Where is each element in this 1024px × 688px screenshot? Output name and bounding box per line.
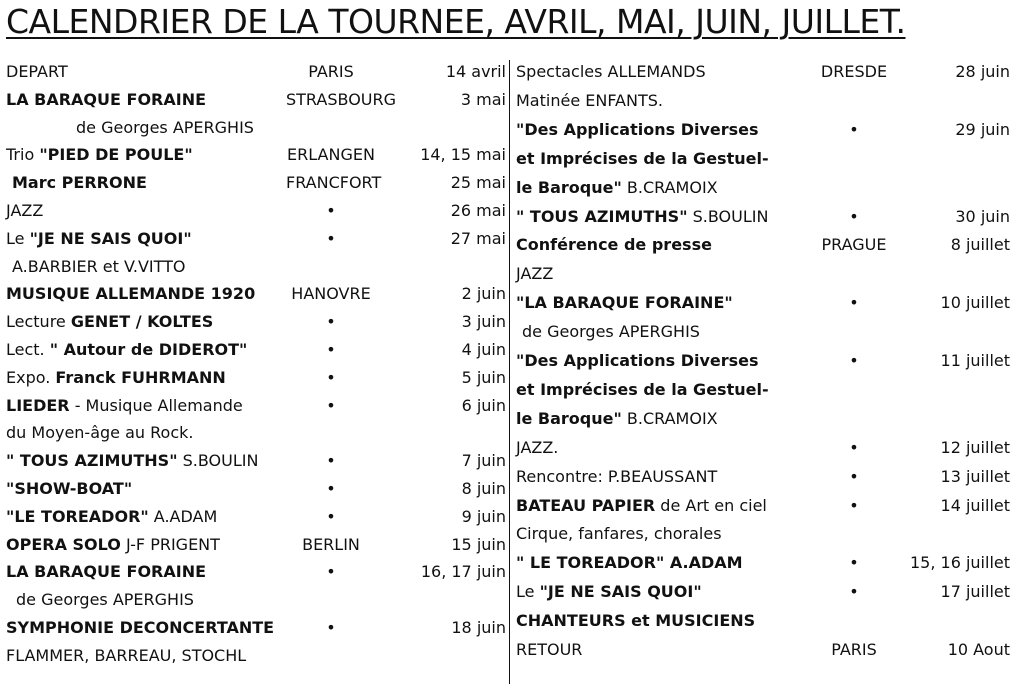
schedule-row [6,60,506,84]
event-date: 30 juin [955,206,1010,226]
event-text: Lect. [6,340,50,359]
event-text: DEPART [6,62,68,81]
schedule-row [6,588,506,612]
event-text: Cirque, fanfares, chorales [516,524,722,544]
event-text: Rencontre: P.BEAUSSANT [516,466,718,486]
schedule-row [6,421,506,445]
ditto-mark: • [849,437,859,457]
event-name [516,638,582,662]
event-name [516,378,769,402]
event-date: 26 mai [450,201,506,220]
event-text: BATEAU PAPIER [516,495,656,515]
ditto-mark: • [326,451,336,471]
event-name [516,89,663,113]
event-text: J-F PRIGENT [120,534,220,554]
event-text: du Moyen-âge au Rock. [6,423,194,443]
ditto-mark: • [849,206,859,226]
event-text: Le [6,228,30,248]
event-name [516,233,712,257]
event-text: "PIED DE POULE" [39,145,193,165]
event-date: 14 juillet [940,495,1010,515]
ditto-mark: • [326,201,336,220]
event-date: 3 mai [460,89,506,109]
ditto-mark: • [326,506,336,526]
event-date: 6 juin [461,395,506,415]
event-date: 25 mai [450,173,506,193]
event-text: Le [516,582,540,602]
event-name [516,551,743,575]
event-text: le Baroque" [516,177,622,197]
event-text: Trio [6,145,40,165]
event-name [516,580,702,604]
event-date: 11 juillet [940,351,1010,370]
event-text: Marc PERRONE [12,173,147,193]
event-name [6,338,247,362]
schedule-row [6,505,506,529]
event-text: RETOUR [516,640,583,659]
event-name [6,60,68,84]
event-name [6,505,217,529]
event-text: " TOUS AZIMUTHS" [6,451,178,471]
event-date: 10 Aout [947,640,1010,659]
schedule-row [6,477,506,501]
ditto-mark: • [326,340,336,359]
schedule-row [516,176,1016,200]
event-date: 12 juillet [940,437,1010,457]
event-date: 27 mai [450,228,506,248]
schedule-row [6,449,506,473]
ditto-mark: • [849,582,859,602]
event-date: 29 juin [955,119,1010,139]
event-city: FRANCFORT [286,173,382,193]
event-name [516,60,706,84]
event-date: 16, 17 juin [420,562,506,582]
event-text: JAZZ [516,264,554,284]
event-text: Spectacles ALLEMANDS [516,62,706,81]
schedule-row [6,560,506,584]
event-text: de Georges APERGHIS [76,117,254,137]
event-text: SYMPHONIE DECONCERTANTE [6,618,275,637]
ditto-mark: • [849,553,859,573]
event-city: PRAGUE [821,235,887,255]
event-text: de Georges APERGHIS [16,590,194,610]
event-date: 2 juin [461,284,506,304]
event-name [516,494,767,518]
schedule-row [6,199,506,223]
event-text: "LA BARAQUE FORAINE" [516,293,733,313]
schedule-row [6,88,506,112]
schedule-row [516,551,1016,575]
event-text: Expo. [6,367,56,387]
schedule-row [6,282,506,306]
schedule-row [516,522,1016,546]
schedule-row [6,116,506,140]
ditto-mark: • [849,351,859,370]
event-text: Franck FUHRMANN [55,367,226,387]
event-date: 8 juin [461,479,506,498]
schedule-row [6,171,506,195]
event-text: " Autour de DIDEROT" [49,340,248,359]
ditto-mark: • [849,293,859,313]
event-name [516,465,717,489]
schedule-row [516,609,1016,633]
event-text: - Musique Allemande [69,395,243,415]
event-text: " TOUS AZIMUTHS" [516,206,688,226]
schedule-row [516,349,1016,373]
event-city: STRASBOURG [286,89,397,109]
schedule-row [6,616,506,640]
event-date: 28 juin [955,62,1010,81]
event-text: le Baroque" [516,408,622,428]
event-city: PARIS [831,640,877,659]
event-text: de Art en ciel [655,495,767,515]
schedule-row [516,291,1016,315]
event-name [516,407,718,431]
ditto-mark: • [849,495,859,515]
event-text: A.BARBIER et V.VITTO [12,256,186,276]
event-name [6,449,258,473]
schedule-row [516,494,1016,518]
event-name [16,588,194,612]
event-text: Matinée ENFANTS. [516,90,663,110]
page-title: CALENDRIER DE LA TOURNEE, AVRIL, MAI, JUIN, JUILLET. [6,2,906,41]
event-name [6,227,192,251]
event-text: "JE NE SAIS QUOI" [539,582,702,602]
event-name [6,533,220,557]
event-name [516,205,768,229]
event-text: Conférence de presse [516,235,712,255]
schedule-row [516,436,1016,460]
schedule-row [6,338,506,362]
ditto-mark: • [326,618,336,637]
event-city: HANOVRE [291,284,371,304]
event-name [516,291,733,315]
schedule-row [516,262,1016,286]
event-city: ERLANGEN [287,145,375,165]
event-date: 15, 16 juillet [909,553,1010,573]
ditto-mark: • [326,562,336,582]
schedule-row [6,143,506,167]
event-date: 8 juillet [950,235,1010,255]
schedule-row [516,147,1016,171]
event-date: 17 juillet [940,582,1010,602]
event-date: 5 juin [461,367,506,387]
event-text: B.CRAMOIX [621,408,718,428]
event-text: "Des Applications Diverses [516,351,759,370]
event-name [6,366,226,390]
event-date: 15 juin [451,534,506,554]
event-name [516,176,718,200]
event-text: S.BOULIN [687,206,769,226]
event-text: CHANTEURS et MUSICIENS [516,611,756,631]
event-date: 3 juin [461,312,506,332]
schedule-row [6,366,506,390]
event-date: 10 juillet [940,293,1010,313]
event-city: PARIS [308,62,354,81]
event-text: B.CRAMOIX [621,177,718,197]
event-name [6,199,43,223]
event-name [6,644,246,668]
event-date: 14 avril [445,62,506,81]
event-text: "SHOW-BOAT" [6,479,133,498]
event-date: 7 juin [461,451,506,471]
event-name [12,171,147,195]
event-name [6,88,206,112]
event-name [6,394,243,418]
event-city: DRESDE [820,62,888,81]
schedule-row [6,533,506,557]
ditto-mark: • [326,228,336,248]
event-text: de Georges APERGHIS [522,322,700,342]
schedule-row [516,465,1016,489]
event-date: 13 juillet [940,466,1010,486]
event-text: FLAMMER, BARREAU, STOCHL [6,645,247,665]
schedule-row [516,638,1016,662]
event-name [516,118,759,142]
event-name [6,143,193,167]
event-name [516,262,553,286]
event-name [6,282,255,306]
event-text: A.ADAM [148,506,218,526]
event-name [6,560,206,584]
event-text: JAZZ. [516,437,559,457]
event-date: 14, 15 mai [420,145,506,165]
event-text: MUSIQUE ALLEMANDE 1920 [6,284,256,304]
column-divider [509,60,510,684]
event-name [516,349,759,373]
ditto-mark: • [326,367,336,387]
event-name [516,436,558,460]
event-text: GENET / KOLTES [70,312,214,332]
schedule-row [6,255,506,279]
event-text: " LE TOREADOR" A.ADAM [516,553,743,573]
event-text: Lecture [6,312,71,332]
event-text: "JE NE SAIS QUOI" [29,228,192,248]
event-name [12,255,186,279]
event-name [6,310,213,334]
event-text: LA BARAQUE FORAINE [6,89,207,109]
event-text: LIEDER [6,395,70,415]
event-name [516,522,722,546]
schedule-row [6,310,506,334]
ditto-mark: • [849,119,859,139]
schedule-row [516,320,1016,344]
schedule-row [516,89,1016,113]
event-text: et Imprécises de la Gestuel- [516,379,769,399]
schedule-row [516,407,1016,431]
schedule-row [516,60,1016,84]
event-name [6,616,274,640]
schedule-row [6,644,506,668]
event-name [522,320,700,344]
schedule-row [6,227,506,251]
event-name [76,116,254,140]
schedule-row [516,205,1016,229]
event-text: "Des Applications Diverses [516,119,759,139]
event-text: LA BARAQUE FORAINE [6,562,207,582]
event-date: 18 juin [451,618,506,637]
event-text: S.BOULIN [177,451,259,471]
ditto-mark: • [326,312,336,332]
schedule-row [516,118,1016,142]
event-name [516,147,769,171]
schedule-row [516,378,1016,402]
schedule-row [516,580,1016,604]
ditto-mark: • [849,466,859,486]
schedule-row [516,233,1016,257]
event-text: JAZZ [6,201,44,220]
event-date: 4 juin [461,340,506,359]
event-date: 9 juin [461,506,506,526]
ditto-mark: • [326,479,336,498]
event-text: et Imprécises de la Gestuel- [516,148,769,168]
event-name [6,421,193,445]
event-name [516,609,755,633]
schedule-row [6,394,506,418]
event-text: "LE TOREADOR" [6,506,149,526]
event-city: BERLIN [302,534,360,554]
event-text: OPERA SOLO [6,534,121,554]
ditto-mark: • [326,395,336,415]
event-name [6,477,132,501]
